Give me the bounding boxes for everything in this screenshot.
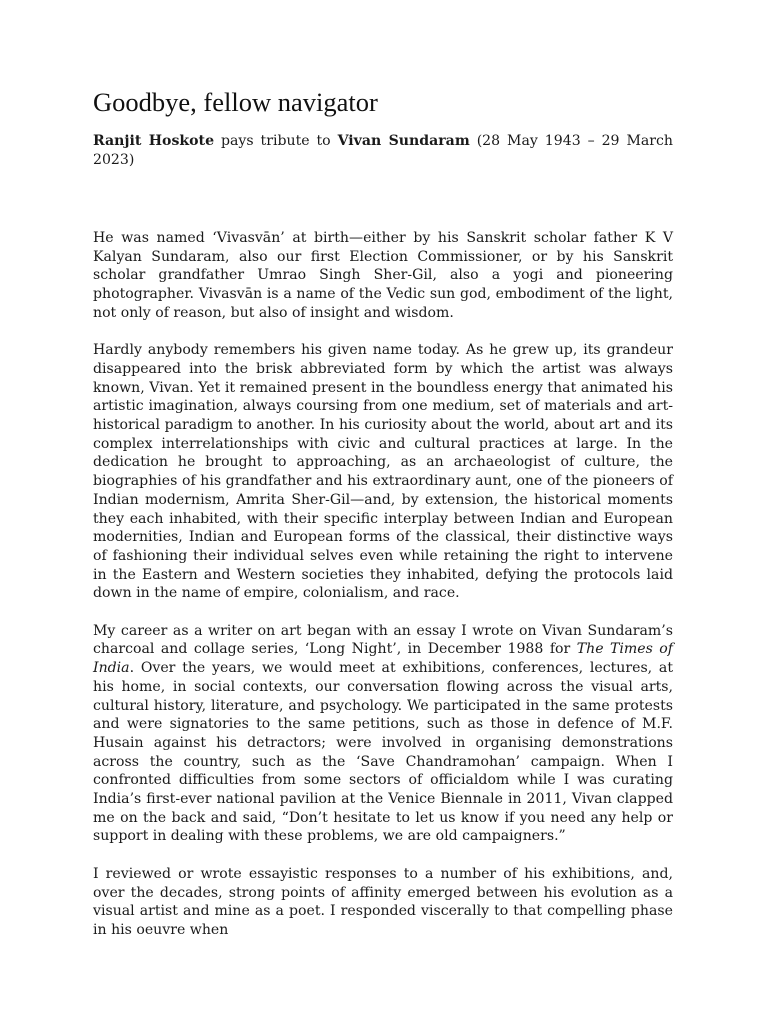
article-title: Goodbye, fellow navigator bbox=[93, 87, 378, 117]
paragraph-1: He was named ‘Vivasvān’ at birth—either by his Sanskrit scholar father K V Kalyan Sundaram, also our first Election Commissioner, or by his Sanskrit scholar grandfather Umrao Singh Sher-Gil, also a yogi and pioneering photographer. Vivasvān is a name of the Vedic sun god, embodiment of the light, not only of reason, but also of insight and wisdom. bbox=[93, 230, 673, 321]
byline-subject: Vivan Sundaram bbox=[337, 133, 470, 149]
paragraph-3-text-start: My career as a writer on art began with an essay I wrote on Vivan Sundaram’s charcoal and collage series, ‘Long Night’, in December 1988 for bbox=[93, 622, 673, 658]
paragraph-3-text-end: . Over the years, we would meet at exhibitions, conferences, lectures, at his home, in social contexts, our conversation flowing across the visual arts, cultural history, literature, and psychology. We participated in the same protests and were signatories to the same petitions, such as those in defence of M.F. Husain against his detractors; were involved in organising demonstrations across the country, such as the ‘Save Chandramohan’ campaign. When I confronted difficulties from some sectors of officialdom while I was curating India’s first-ever national pavilion at the Venice Biennale in 2011, Vivan clapped me on the back and said, “Don’t hesitate to let us know if you need any help or support in dealing with these problems, we are old campaigners.” bbox=[93, 660, 673, 845]
article-byline bbox=[93, 132, 673, 170]
byline-dates: (28 May 1943 – 29 March 2023) bbox=[93, 133, 674, 168]
byline-author: Ranjit Hoskote bbox=[93, 133, 215, 149]
article bbox=[93, 86, 673, 958]
byline-tribute-text: pays tribute to bbox=[221, 133, 331, 149]
paragraph-3 bbox=[93, 622, 673, 846]
paragraph-4: I reviewed or wrote essayistic responses to a number of his exhibitions, and, over the decades, strong points of affinity emerged between his evolution as a visual artist and mine as a poet. I responded viscerally to that compelling phase in his oeuvre when bbox=[93, 865, 673, 938]
publication-title: The Times of India bbox=[93, 641, 673, 677]
paragraph-2: Hardly anybody remembers his given name today. As he grew up, its grandeur disappeared into the brisk abbreviated form by which the artist was always known, Vivan. Yet it remained present in the boundless energy that animated his artistic imagination, always coursing from one medium, set of materials and art-historical paradigm to another. In his curiosity about the world, about art and its complex interrelationships with civic and cultural practices at large. In the dedication he brought to approaching, as an archaeologist of culture, the biographies of his grandfather and his extraordinary aunt, one of the pioneers of Indian modernism, Amrita Sher-Gil—and, by extension, the historical moments they each inhabited, with their specific interplay between Indian and European modernities, Indian and European forms of the classical, their distinctive ways of fashioning their individual selves even while retaining the right to intervene in the Eastern and Western societies they inhabited, defying the protocols laid down in the name of empire, colonialism, and race. bbox=[93, 342, 673, 602]
